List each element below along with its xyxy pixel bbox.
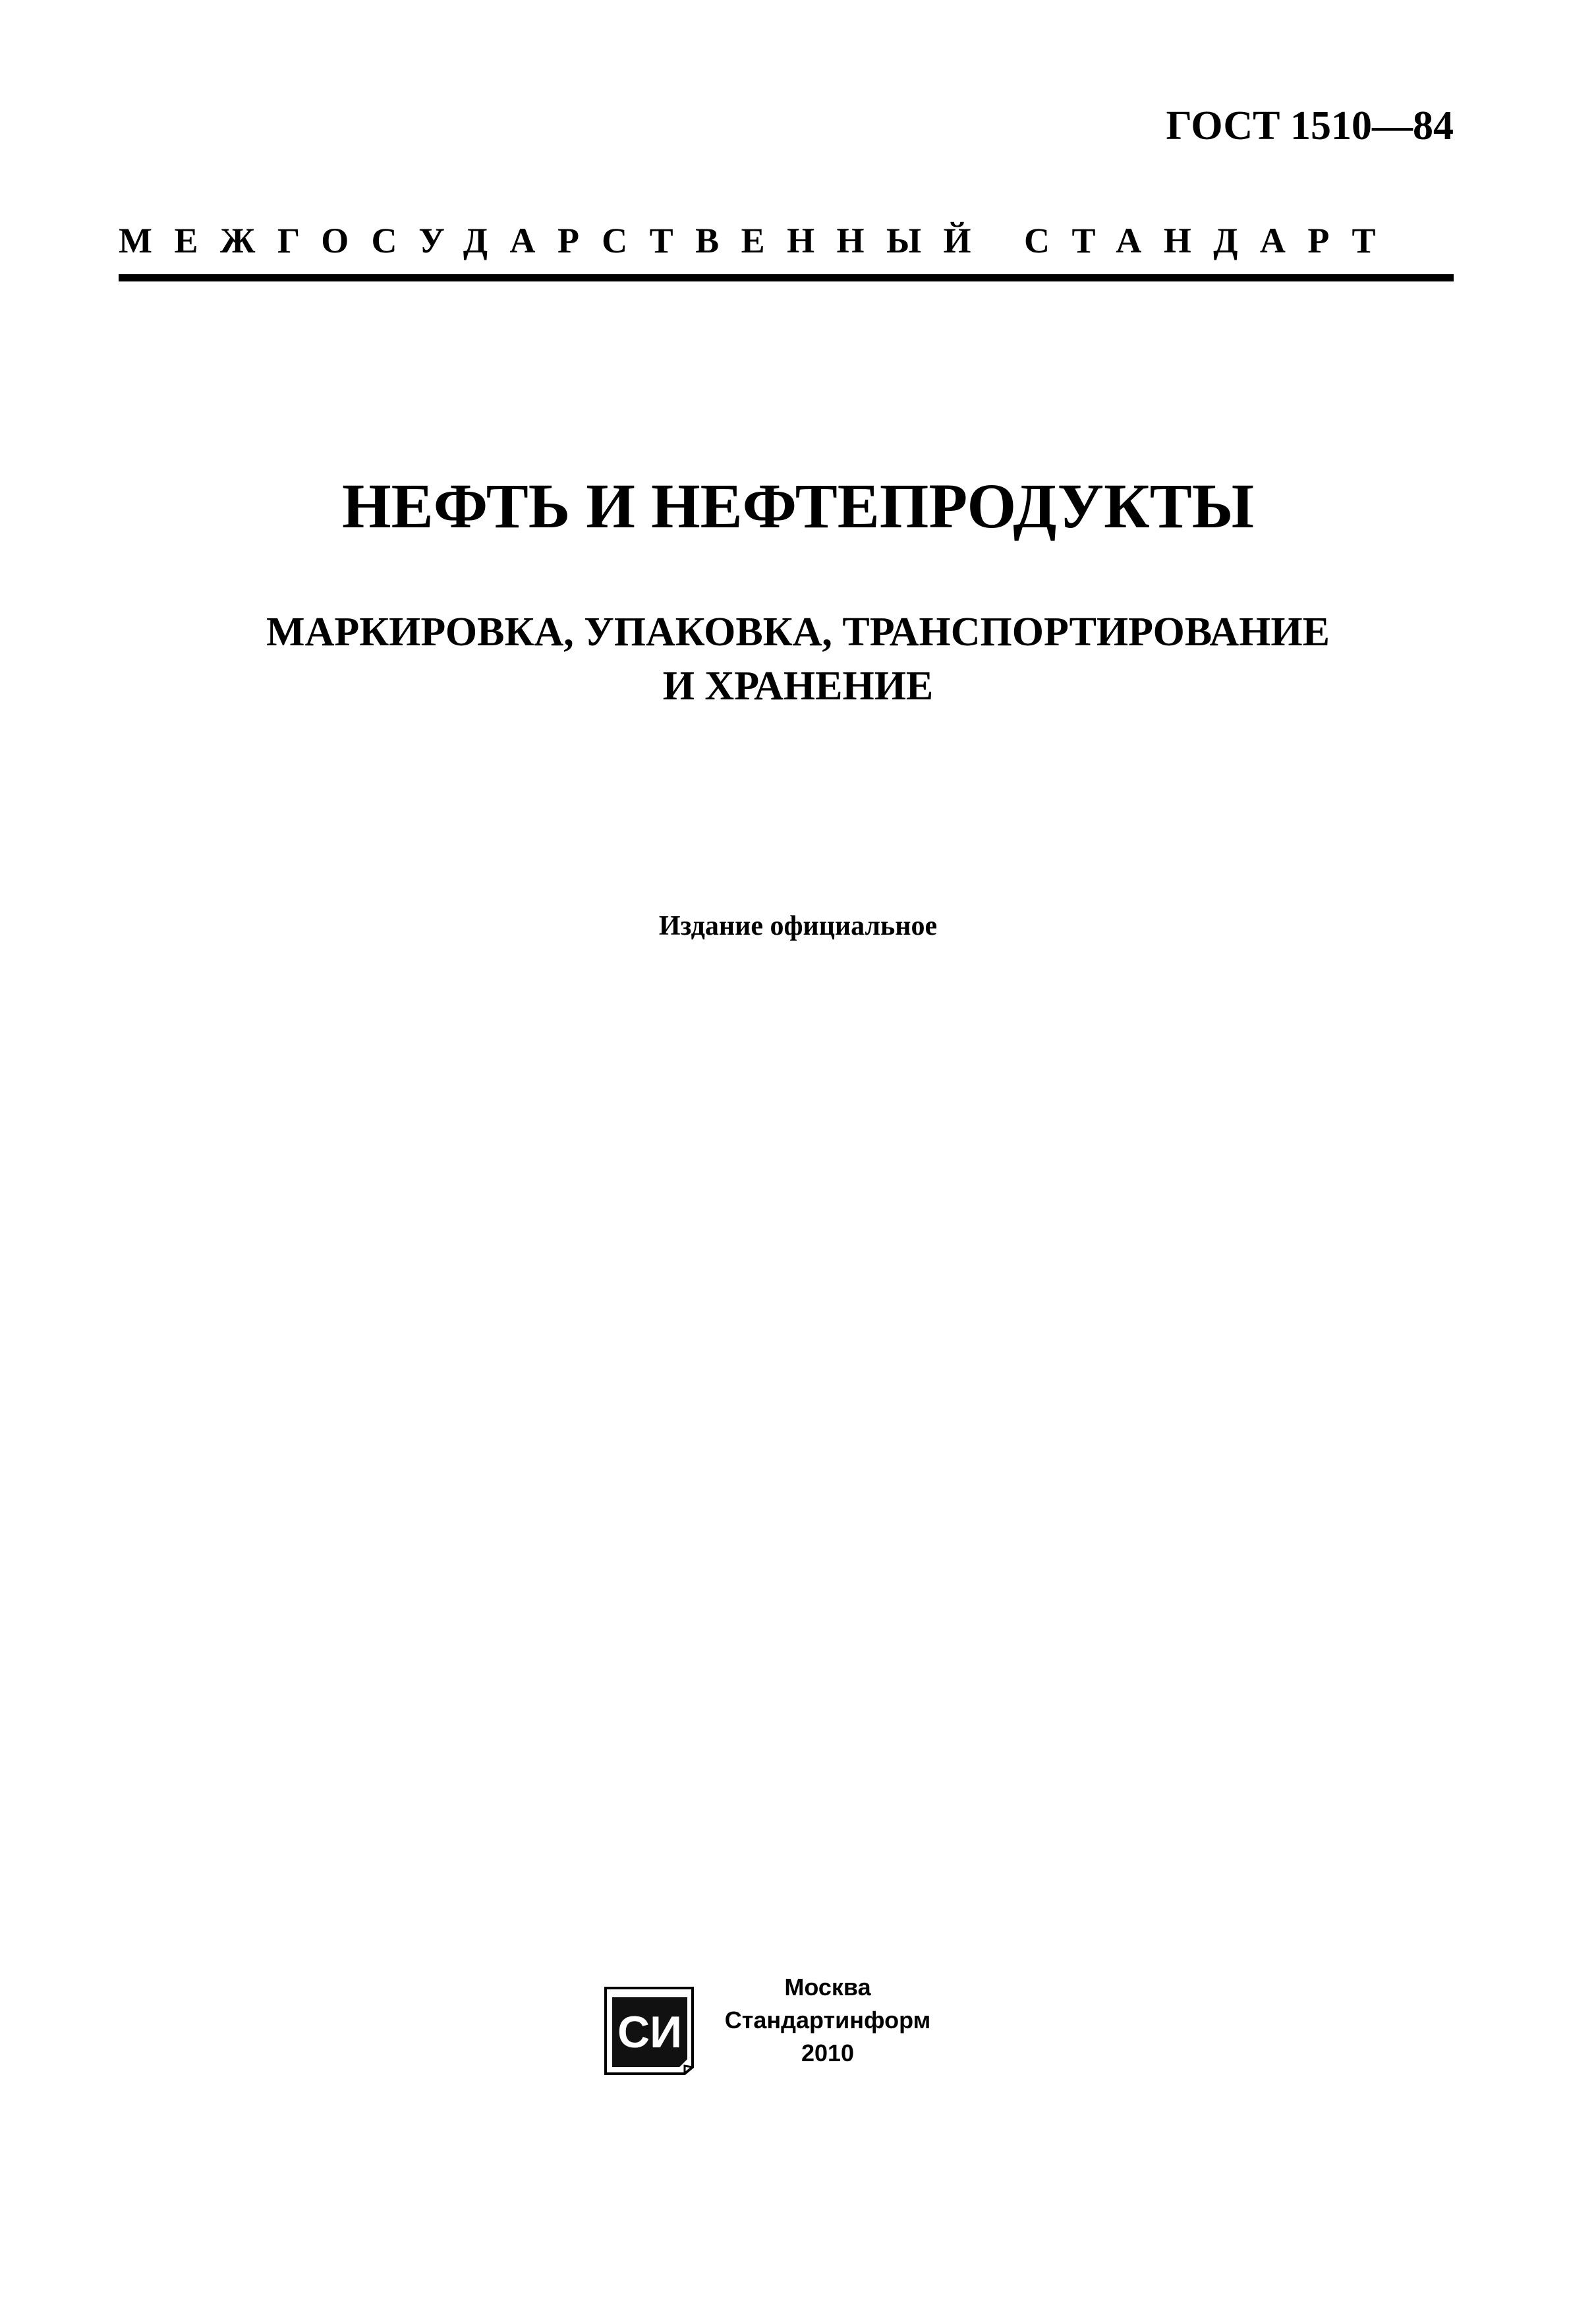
imprint-city: Москва bbox=[784, 1974, 871, 2001]
edition-label: Издание официальное bbox=[658, 911, 938, 941]
publisher-block bbox=[590, 1971, 959, 2096]
subtitle-line-2: И ХРАНЕНИЕ bbox=[662, 664, 934, 709]
logo-text: СИ bbox=[617, 2007, 682, 2057]
header-divider bbox=[119, 274, 1454, 281]
imprint-publisher: Стандартинформ bbox=[724, 2006, 931, 2034]
gost-number: ГОСТ 1510—84 bbox=[1166, 103, 1454, 148]
document-title: НЕФТЬ И НЕФТЕПРОДУКТЫ bbox=[342, 471, 1254, 541]
document-subtitle bbox=[0, 605, 1596, 713]
standard-type-heading: МЕЖГОСУДАРСТВЕННЫЙ СТАНДАРТ bbox=[119, 221, 1398, 260]
imprint bbox=[719, 1971, 936, 2070]
standartinform-logo-icon bbox=[596, 1983, 702, 2076]
subtitle-line-1: МАРКИРОВКА, УПАКОВКА, ТРАНСПОРТИРОВАНИЕ bbox=[266, 610, 1330, 655]
imprint-year: 2010 bbox=[801, 2039, 855, 2066]
